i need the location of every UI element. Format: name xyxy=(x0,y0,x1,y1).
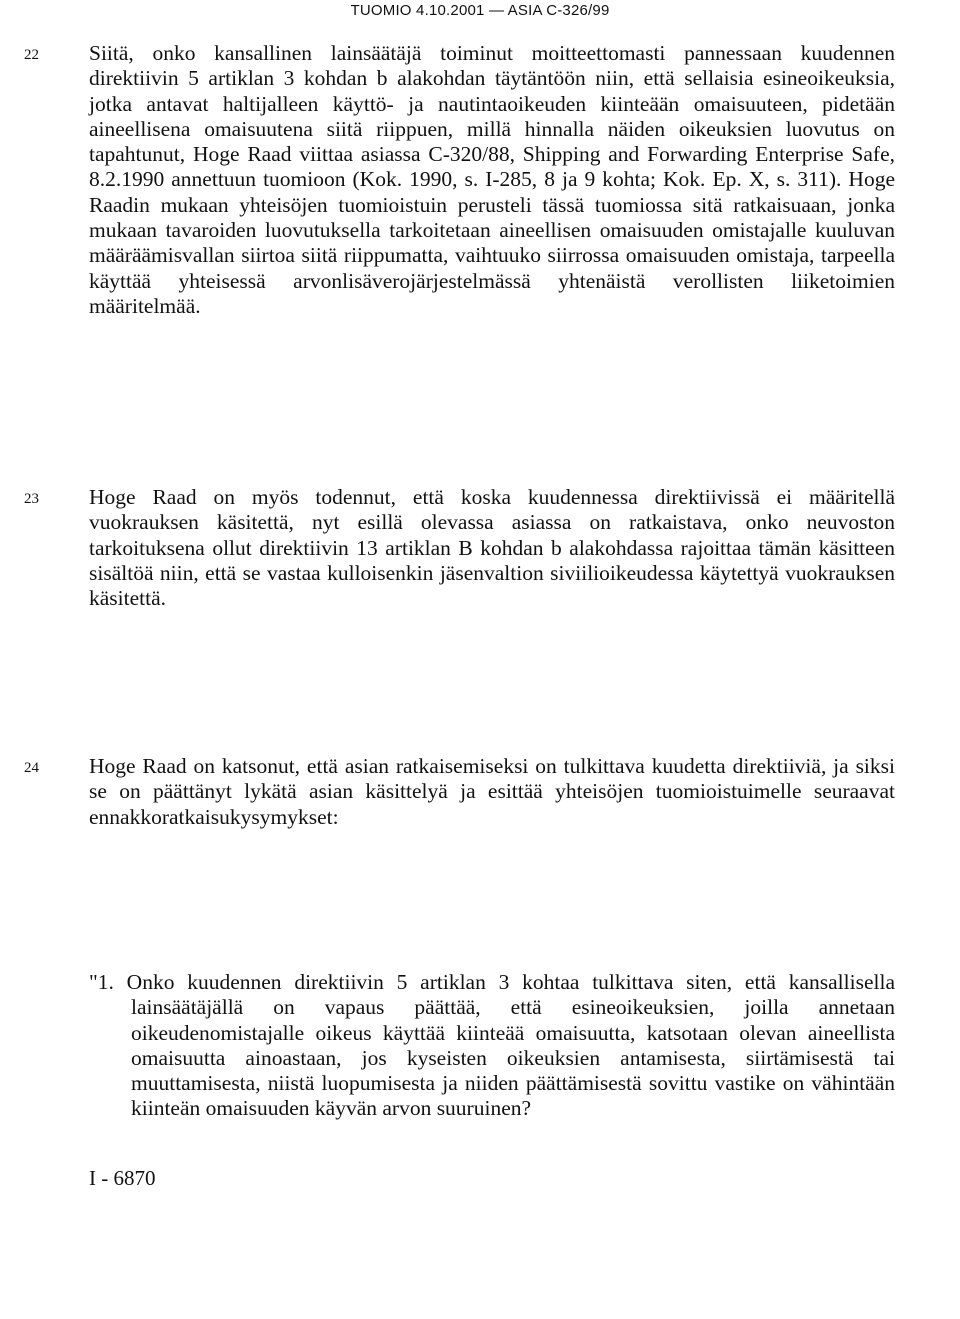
page-number: I - 6870 xyxy=(89,1166,156,1190)
paragraph-number: 24 xyxy=(24,760,39,776)
paragraph-number: 23 xyxy=(24,491,39,507)
paragraph-text: Siitä, onko kansallinen lainsäätäjä toiminut moitteettomasti pannessaan kuudennen direktiivin 5 artiklan 3 kohdan b alakohdan täytäntöön niin, että sellaisia esineoikeuksia, jotka antavat haltijalleen käyttö- ja nautintaoikeuden kiinteään omaisuuteen, pidetään aineellisena omaisuutena siitä riippuen, millä hinnalla näiden oikeuksien luovutus on tapahtunut, Hoge Raad viittaa asiassa C-320/88, Shipping and Forwarding Enterprise Safe, 8.2.1990 annettuun tuomioon (Kok. 1990, s. I-285, 8 ja 9 kohta; Kok. Ep. X, s. 311). Hoge Raadin mukaan yhteisöjen tuomioistuin perusteli tässä tuomiossa sitä ratkaisuaan, jonka mukaan tavaroiden luovutuksella tarkoitetaan aineellisen omaisuuden omistajalle kuuluvan määräämisvallan siirtoa siitä riippumatta, vaihtuuko siirrossa omaisuuden omistaja, tarpeella käyttää yhteisessä arvonlisäverojärjestelmässä yhtenäistä verollisten liiketoimien määritelmää. xyxy=(89,41,895,318)
running-header: TUOMIO 4.10.2001 — ASIA C-326/99 xyxy=(350,2,610,19)
paragraph-text: Hoge Raad on myös todennut, että koska kuudennessa direktiivissä ei määritellä vuokrauksen käsitettä, nyt esillä olevassa asiassa on ratkaistava, onko neuvoston tarkoituksena ollut direktiivin 13 artiklan B kohdan b alakohdassa rajoittaa tämän käsitteen sisältöä niin, että se vastaa kulloisenkin jäsenvaltion siviilioikeudessa käytettyä vuokrauksen käsitettä. xyxy=(89,485,895,611)
paragraph-number: 22 xyxy=(24,47,39,63)
paragraph-text: Hoge Raad on katsonut, että asian ratkaisemiseksi on tulkittava kuudetta direktiiviä, ja siksi se on päättänyt lykätä asian käsittelyä ja esittää yhteisöjen tuomioistuimelle seuraavat ennakkoratkaisukysymykset: xyxy=(89,754,895,829)
question-1-text: "1. Onko kuudennen direktiivin 5 artiklan 3 kohtaa tulkittava siten, että kansallisella lainsäätäjällä on vapaus päättää, että esineoikeuksien, joilla annetaan oikeudenomistajalle oikeus käyttää kiinteää omaisuutta, katsotaan olevan aineellista omaisuutta ainoastaan, jos kyseisten oikeuksien antamisesta, siirtämisestä tai muuttamisesta, niistä luopumisesta ja niiden päättämisestä sovittu vastike on vähintään kiinteän omaisuuden käyvän arvon suuruinen? xyxy=(89,970,895,1121)
